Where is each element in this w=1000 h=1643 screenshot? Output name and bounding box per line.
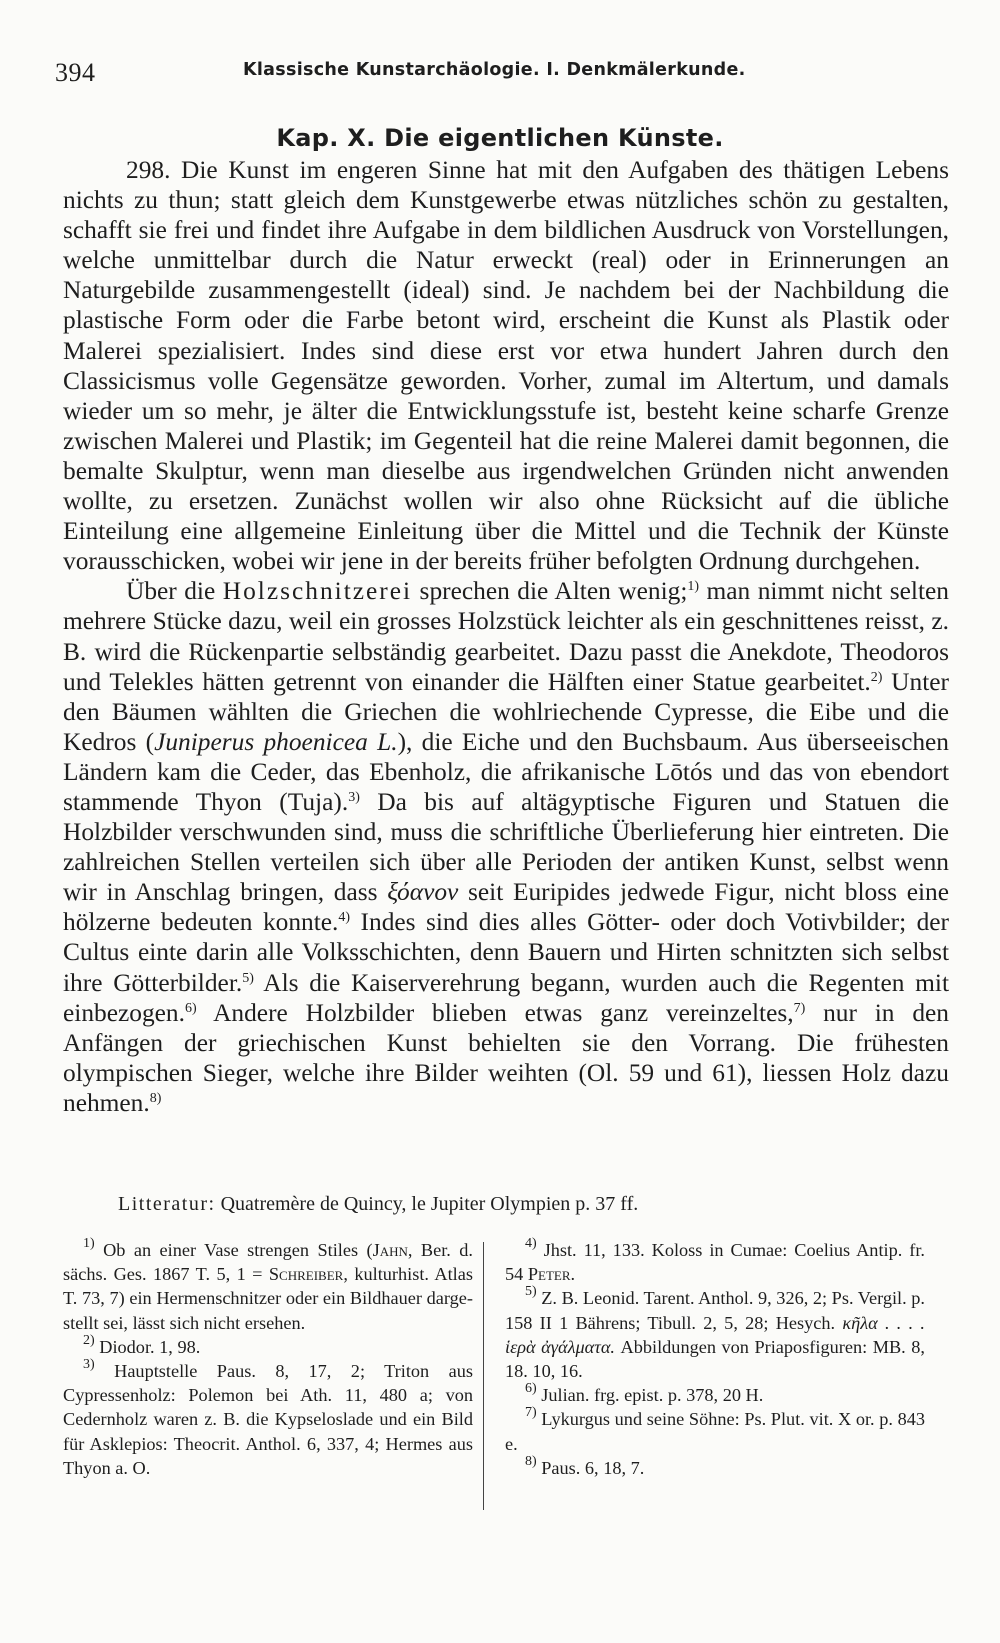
running-title: Klassische Kunstarchäologie. I. Denkmälerkunde. — [243, 60, 746, 80]
text-run: man nimmt nicht selten mehrere Stücke dazu, weil ein grosses Holzstück leichter als ein geschnittenes reisst, z. B. wird die Rückenpartie selbständig gearbeitet. Dazu passt die Anekdote, Theodoros und Telekles hätten getrennt von einander die Hälften einer Statue gearbeitet. — [63, 577, 949, 696]
footnote-1 — [63, 1238, 473, 1335]
text-run: Paus. 6, 18, 7. — [536, 1457, 645, 1478]
literature-text: Quatremère de Quincy, le Jupiter Olympien p. 37 ff. — [215, 1193, 639, 1215]
text-run: Indes sind dies alles Götter- oder doch Votivbilder; der Cultus einte darin alle Volksschichten, denn Bauern und Hirten schnitzten sich selbst ihre Götterbilder. — [63, 908, 950, 997]
footnote-ref: 4) — [338, 910, 351, 926]
chapter-heading: Kap. X. Die eigentlichen Künste. — [276, 124, 724, 152]
section-number: 298. — [126, 156, 171, 184]
footnote-ref: 8) — [149, 1090, 162, 1106]
footnote-number: 3) — [83, 1357, 95, 1373]
text-run: Diodor. 1, 98. — [94, 1336, 201, 1357]
footnote-ref: 7) — [793, 1000, 806, 1016]
footnote-number: 2) — [83, 1332, 95, 1348]
greek-term: ξόανον — [387, 878, 459, 907]
footnote-ref: 1) — [687, 579, 700, 595]
text-run: sprechen die Alten wenig; — [412, 577, 688, 606]
footnote-5 — [505, 1286, 925, 1383]
text-run: Als die Kaiserverehrung begann, wurden auch die Regenten mit einbezogen. — [63, 968, 949, 1027]
text-run: Unter den Bäumen wählten die Griechen die wohlriechende Cypresse, die Eibe und die Kedros ( — [63, 667, 949, 756]
text-run: nur in den Anfängen der griechischen Kunst behielten sie den Vorrang. Die frühesten olympischen Sieger, welche ihre Bilder weihten (Ol. 59 und 61), liessen Holz dazu nehmen. — [63, 998, 949, 1117]
footnote-4 — [505, 1238, 925, 1286]
column-divider — [483, 1242, 484, 1510]
author-name: Jahn — [372, 1240, 408, 1260]
italic-term: Juniperus phoenicea L. — [154, 727, 398, 756]
paragraph-holzschnitzerei — [63, 576, 949, 1118]
footnote-number: 1) — [83, 1236, 95, 1251]
footnote-ref: 5) — [242, 970, 254, 986]
literature-line — [63, 1191, 949, 1217]
author-name: Peter — [527, 1264, 571, 1285]
text-run: Jhst. 11, 133. Koloss in Cumae: Coelius Antip. fr. 54 — [505, 1240, 925, 1285]
text-run: Hauptstelle Paus. 8, 17, 2; Triton aus Cypressenholz: Polemon bei Ath. 11, 480 a; von Cedernholz waren z. B. die Kypseloslade und ein Bild für Asklepios: Theocrit. Anthol. 6, 337, 4; Hermes aus Thyon a. O. — [63, 1361, 473, 1478]
footnote-number: 5) — [525, 1284, 537, 1300]
footnote-2 — [63, 1332, 473, 1359]
footnote-3 — [63, 1359, 473, 1480]
text-run: seit Euripides jedwede Figur, nicht bloss eine hölzerne bedeuten konnte. — [63, 878, 949, 937]
footnote-number: 7) — [525, 1405, 537, 1421]
footnote-column-right — [505, 1238, 925, 1480]
body-text — [63, 155, 949, 1118]
text-run: Lykurgus und seine Söhne: Ps. Plut. vit. X or. p. 843 e. — [505, 1409, 925, 1454]
footnote-number: 6) — [525, 1381, 537, 1397]
text-run: Julian. frg. epist. p. 378, 20 H. — [536, 1385, 764, 1406]
author-name: Schreiber — [268, 1264, 344, 1285]
text-run: Abbildungen von Priaposfiguren: MB. 8, 18. 10, 16. — [505, 1336, 925, 1382]
text-run: , Ber. d. sächs. Ges. 1867 T. 5, 1 = — [63, 1240, 473, 1285]
footnote-6 — [505, 1383, 925, 1407]
running-head — [55, 58, 950, 88]
footnote-ref: 3) — [348, 789, 360, 805]
footnote-column-left — [63, 1238, 473, 1480]
text-run: Da bis auf altägyptische Figuren und Statuen die Holzbilder verschwunden sind, muss die schriftliche Überlieferung hier eintreten. Die zahlreichen Stellen verteilen sich über alle Perioden der antiken Kunst, selbst wenn wir in Anschlag bringen, dass — [63, 787, 949, 907]
footnote-number: 4) — [525, 1236, 537, 1251]
text-run: Über die — [126, 577, 223, 606]
page-number: 394 — [55, 58, 96, 87]
text-run: Andere Holzbilder blieben etwas ganz vereinzeltes, — [196, 998, 794, 1027]
paragraph-text: Die Kunst im engeren Sinne hat mit den Aufgaben des thätigen Lebens nichts zu thun; statt gleich dem Kunstgewerbe etwas nützliches schön zu gestalten, schafft sie frei und findet ihre Aufgabe in dem bildlichen Ausdruck von Vorstellungen, welche unmittelbar durch die Natur erweckt (real) oder in Erinnerungen an Naturgebilde zusammengestellt (ideal) sind. Je nachdem bei der Nachbildung die plastische Form oder die Farbe betont wird, erscheint die Kunst als Plastik oder Malerei spezialisiert. Indes sind diese erst vor etwa hundert Jahren durch den Classicismus volle Gegensätze geworden. Vorher, zumal im Altertum, und damals wieder um so mehr, je älter die Entwicklungsstufe ist, besteht keine scharfe Grenze zwischen Malerei und Plastik; im Gegenteil hat die reine Malerei damit begonnen, die bemalte Skulptur, wenn man dieselbe aus irgendwelchen Gründen nicht anwenden wollte, zu ersetzen. Zunächst wollen wir also ohne Rücksicht auf die übliche Einteilung eine allgemeine Einleitung über die Mittel und die Technik der Künste vorausschicken, wobei wir jene in der bereits früher befolgten Ordnung durchgehen. — [63, 156, 949, 576]
paragraph-298 — [63, 155, 949, 576]
emphasized-term: Holzschnitzerei — [222, 577, 413, 606]
footnote-7 — [505, 1407, 925, 1455]
text-run: Z. B. Leonid. Tarent. Anthol. 9, 326, 2; Ps. Vergil. p. 158 II 1 Bährens; Tibull. 2, 5, 28; Hesych. — [505, 1288, 925, 1333]
text-run: , kulturhist. Atlas T. 73, 7) ein Hermenschnitzer oder ein Bildhauer dargestellt sei, lässt sich nicht ersehen. — [63, 1264, 473, 1333]
footnote-ref: 6) — [184, 1000, 197, 1016]
footnote-number: 8) — [525, 1453, 537, 1469]
text-run: . — [570, 1264, 576, 1285]
greek-term: κῆλα . . . . ἱερὰ ἀγάλματα. — [505, 1312, 925, 1357]
text-run: ), die Eiche und den Buchsbaum. Aus überseeischen Ländern kam die Ceder, das Ebenholz, die afrikanische Lōtós und das von ebendort stammende Thyon (Tuja). — [63, 727, 949, 816]
text-run: Ob an einer Vase strengen Stiles ( — [94, 1240, 373, 1260]
footnote-ref: 2) — [870, 669, 883, 685]
footnote-8 — [505, 1453, 925, 1480]
literature-label: Litteratur: — [118, 1193, 216, 1215]
